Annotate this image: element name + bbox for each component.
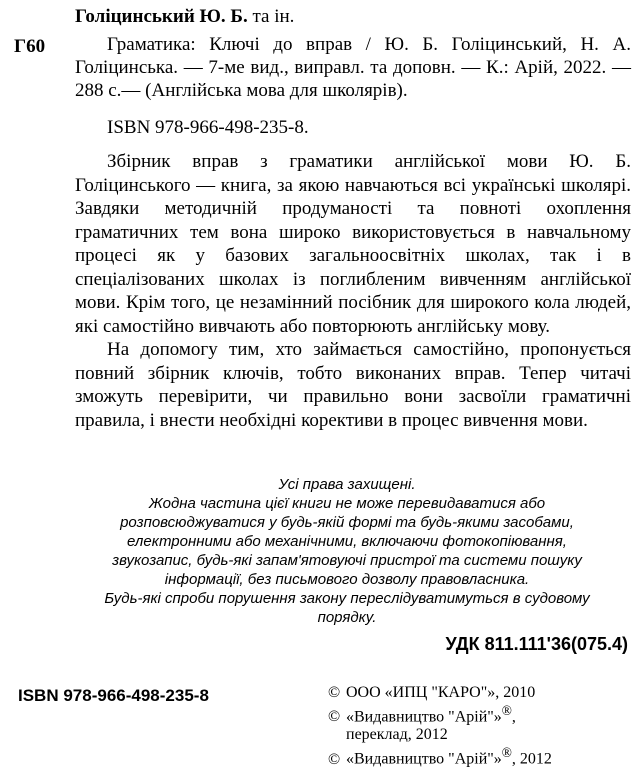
copyright-text: «Видавництво "Арій"» <box>346 750 502 768</box>
copyright-line <box>328 744 628 768</box>
copyright-block <box>328 684 628 769</box>
author-suffix: та ін. <box>247 6 295 27</box>
copyright-text: , 2012 <box>511 750 552 768</box>
author-name: Голіцинський Ю. Б. <box>75 6 248 27</box>
bbk-code: Г60 <box>14 36 46 57</box>
bibliographic-description: Граматика: Ключі до вправ / Ю. Б. Голіцинський, Н. А. Голіцинська. — 7-ме вид., виправл. та доповн. — К.: Арій, 2022. — 288 с.— (Англійська мова для школярів). <box>75 34 631 101</box>
rights-body: Жодна частина цієї книги не може перевидаватися або розповсюджуватися у будь-якій формі та будь-якими засобами, електронними або механічними, включаючи фотокопіювання, звукозапис, будь-які запам'ятовуючі пристрої та системи пошуку інформації, без письмового дозволу правовласника. <box>112 495 582 588</box>
annotation <box>75 150 631 432</box>
udk-code: УДК 811.111'36(075.4) <box>445 634 628 654</box>
annotation-paragraph: На допомогу тим, хто займається самостійно, пропонується повний збірник ключів, тобто виконаних вправ. Тепер читачі зможуть перевірити, чи правильно вони засвоїли граматичні правила, і внести необхідні корективи в процес вивчення мови. <box>75 339 631 431</box>
copyright-symbol: © <box>328 684 341 701</box>
author-heading <box>75 6 294 28</box>
copyright-line-continuation: переклад, 2012 <box>346 726 448 744</box>
copyright-symbol: © <box>328 750 341 768</box>
copyright-line <box>328 702 628 726</box>
rights-warning: Будь-які спроби порушення закону переслідуватимуться в судовому порядку. <box>104 590 590 626</box>
registered-mark: ® <box>501 745 512 761</box>
catalog-isbn: ISBN 978-966-498-235-8. <box>107 117 309 138</box>
copyright-text: , <box>511 708 516 726</box>
rights-heading: Усі права захищені. <box>278 476 416 493</box>
footer-isbn: ISBN 978-966-498-235-8 <box>18 686 209 705</box>
copyright-line <box>328 684 628 702</box>
annotation-paragraph: Збірник вправ з граматики англійської мови Ю. Б. Голіцинського — книга, за якою навчаються всі українські школярі. Завдяки методичній продуманості та повноті охоплення граматичних тем вона широко використовується в навчальному процесі як у базових загальноосвітніх школах, так і в спеціалізованих школах із поглибленим вивченням англійської мови. Крім того, це незамінний посібник для широкого кола людей, які самостійно вивчають або повторюють англійську мову. <box>75 151 631 337</box>
copyright-symbol: © <box>328 708 341 726</box>
rights-notice <box>92 475 602 627</box>
registered-mark: ® <box>501 703 512 718</box>
copyright-text: ООО «ИПЦ "КАРО"», 2010 <box>346 684 536 701</box>
copyright-text: «Видавництво "Арій"» <box>346 708 502 726</box>
